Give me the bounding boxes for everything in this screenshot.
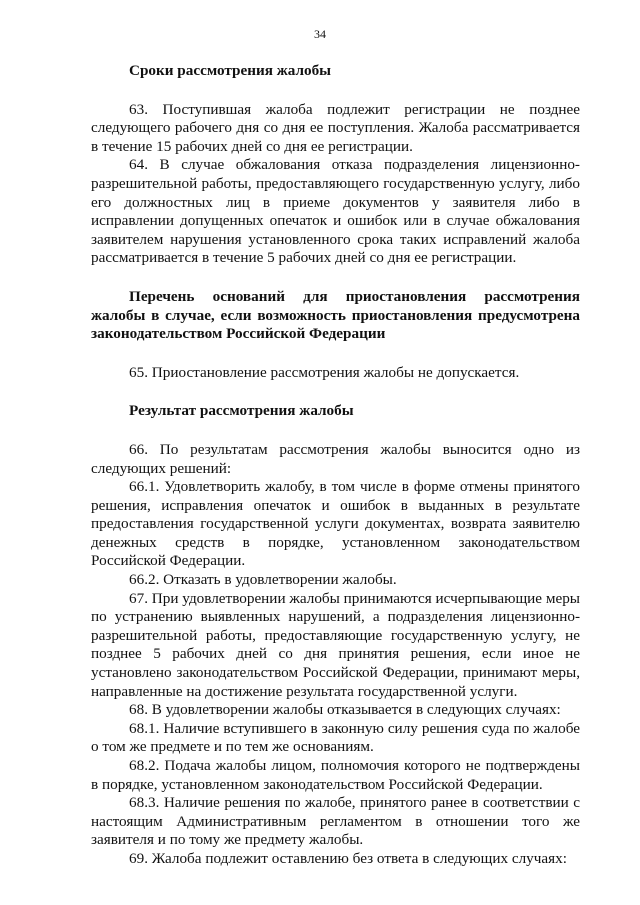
paragraph-66-1: 66.1. Удовлетворить жалобу, в том числе в форме отмены принятого решения, исправления опечаток и ошибок в выданных в результате предоставления государственной услуги документах, возврата заявителю денежных средств в порядке, установленном законодательством Российской Федерации. xyxy=(91,478,580,570)
paragraph-67: 67. При удовлетворении жалобы принимаются исчерпывающие меры по устранению выявленных нарушений, а подразделения лицензионно-разрешительной работы, предоставляющие государственную услугу, не позднее 5 рабочих дней со дня принятия решения, если иное не установлено законодательством Российской Федерации, принимают меры, направленные на достижение результата государственной услуги. xyxy=(91,589,580,700)
document-body xyxy=(91,62,580,869)
section-heading-review-result: Результат рассмотрения жалобы xyxy=(129,402,354,420)
paragraph-66-2: 66.2. Отказать в удовлетворении жалобы. xyxy=(129,571,397,589)
paragraph-63: 63. Поступившая жалоба подлежит регистрации не позднее следующего рабочего дня со дня ее поступления. Жалоба рассматривается в течение 15 рабочих дней со дня ее регистрации. xyxy=(91,100,580,155)
section-heading-review-terms: Сроки рассмотрения жалобы xyxy=(129,62,332,79)
paragraph-68-3: 68.3. Наличие решения по жалобе, принятого ранее в соответствии с настоящим Административным регламентом в отношении того же заявителя и по тому же предмету жалобы. xyxy=(91,794,580,849)
paragraph-68-2: 68.2. Подача жалобы лицом, полномочия которого не подтверждены в порядке, установленном законодательством Российской Федерации. xyxy=(91,757,580,793)
paragraph-66: 66. По результатам рассмотрения жалобы выносится одно из следующих решений: xyxy=(91,440,580,477)
paragraph-68: 68. В удовлетворении жалобы отказывается в следующих случаях: xyxy=(129,701,561,719)
paragraph-68-1: 68.1. Наличие вступившего в законную силу решения суда по жалобе о том же предмете и по тем же основаниям. xyxy=(91,719,580,756)
paragraph-69: 69. Жалоба подлежит оставлению без ответа в следующих случаях: xyxy=(129,849,567,867)
paragraph-64: 64. В случае обжалования отказа подразделения лицензионно-разрешительной работы, предоставляющего государственную услугу, либо его должностных лиц в приеме документов у заявителя либо в исправлении допущенных опечаток и ошибок или в случае обжалования заявителем нарушения установленного срока таких исправлений жалоба рассматривается в течение 5 рабочих дней со дня ее регистрации. xyxy=(91,156,580,267)
paragraph-65: 65. Приостановление рассмотрения жалобы не допускается. xyxy=(129,363,520,381)
page-number: 34 xyxy=(314,27,326,41)
section-heading-suspension-grounds: Перечень оснований для приостановления рассмотрения жалобы в случае, если возможность приостановления предусмотрена законодательством Российской Федерации xyxy=(91,287,580,343)
